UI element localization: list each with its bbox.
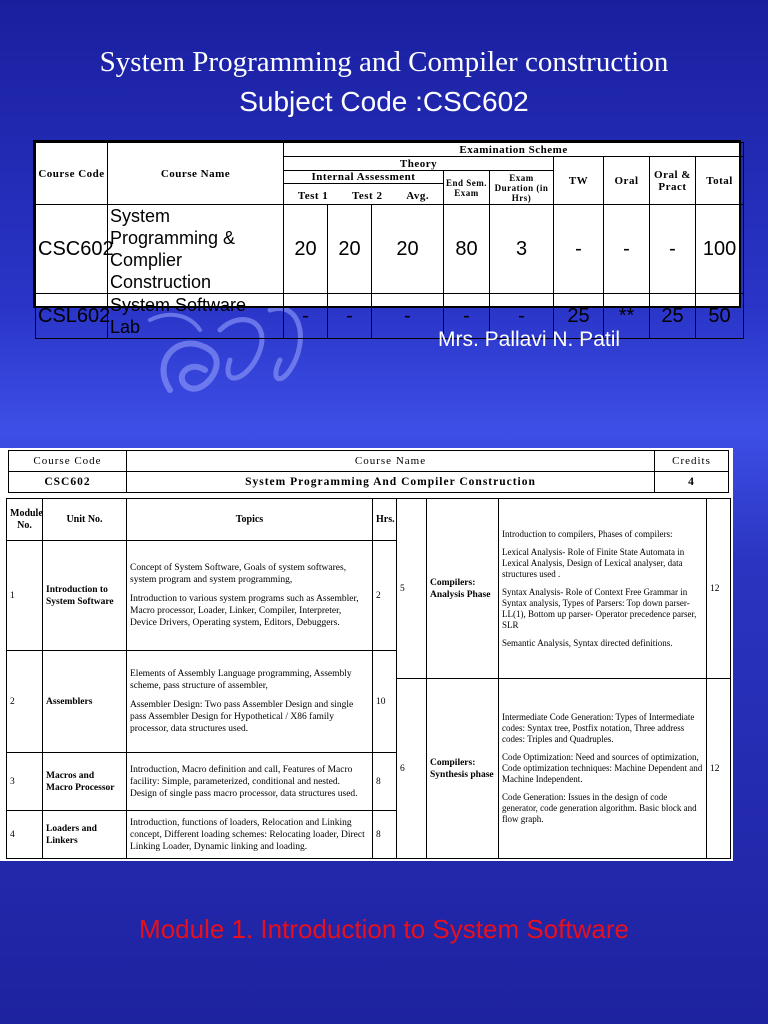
course-name-value: System Programming And Compiler Construction xyxy=(127,472,655,493)
topics-cell: Intermediate Code Generation: Types of Intermediate codes: Syntax tree, Postfix notation, Three address codes: Triples and Quadruples. Code Optimization: Need and sources of optimization, Code optimization techniques: Machine Dependent and Machine Independent. Code Generation: Issues in the design of code generator, code generation algorithm. Basic block and flow graph. xyxy=(499,679,707,859)
oral-cell: - xyxy=(604,205,650,294)
module-no: 4 xyxy=(7,811,43,859)
examination-scheme-table xyxy=(33,140,741,337)
hrs-value: 12 xyxy=(707,679,731,859)
table-row xyxy=(397,679,731,859)
test1-cell: - xyxy=(284,294,328,339)
table-row xyxy=(7,753,397,811)
total-cell: 50 xyxy=(696,294,744,339)
syllabus-header xyxy=(8,450,729,493)
oral-pract-cell: - xyxy=(650,205,696,294)
syllabus-left-table xyxy=(6,498,397,859)
header-test2: Test 2 xyxy=(352,190,383,202)
topics-cell: Concept of System Software, Goals of system softwares, system program and system programming, Introduction to various system programs such as Assembler, Macro processor, Loader, Linker, Compiler, Interpreter, Device Drivers, Operating system, Editors, Debuggers. xyxy=(127,541,373,651)
table-row xyxy=(36,294,744,339)
duration-cell: 3 xyxy=(490,205,554,294)
oral-pract-cell: 25 xyxy=(650,294,696,339)
header-examination-scheme: Examination Scheme xyxy=(284,143,744,157)
unit-no-header: Unit No. xyxy=(43,499,127,541)
header-course-code: Course Code xyxy=(36,143,108,205)
test2-cell: 20 xyxy=(328,205,372,294)
credits-value: 4 xyxy=(655,472,729,493)
duration-cell: - xyxy=(490,294,554,339)
total-cell: 100 xyxy=(696,205,744,294)
hrs-value: 8 xyxy=(373,811,397,859)
header-theory: Theory xyxy=(284,157,554,171)
unit-name: Introduction to System Software xyxy=(43,541,127,651)
unit-name: Compilers: Analysis Phase xyxy=(427,499,499,679)
course-name-cell: System Programming & Complier Construction xyxy=(108,205,284,294)
header-course-name: Course Name xyxy=(108,143,284,205)
avg-cell: 20 xyxy=(372,205,444,294)
author-name: Mrs. Pallavi N. Patil xyxy=(438,328,621,351)
module-no: 1 xyxy=(7,541,43,651)
hrs-value: 8 xyxy=(373,753,397,811)
table-row xyxy=(36,205,744,294)
tw-cell: - xyxy=(554,205,604,294)
tw-cell: 25 xyxy=(554,294,604,339)
header-oral: Oral xyxy=(604,157,650,205)
topics-header: Topics xyxy=(127,499,373,541)
topics-cell: Elements of Assembly Language programming, Assembly scheme, pass structure of assembler, Assembler Design: Two pass Assembler Design and single pass Assembler Design for Hypothetical / X86 family processor, data structures used. xyxy=(127,651,373,753)
module-no-header: Module No. xyxy=(7,499,43,541)
course-code-value: CSC602 xyxy=(9,472,127,493)
hrs-value: 10 xyxy=(373,651,397,753)
course-code-label: Course Code xyxy=(9,451,127,472)
topics-cell: Introduction, functions of loaders, Relocation and Linking concept, Different loading schemes: Relocating loader, Direct Linking Loader, Dynamic linking and loading. xyxy=(127,811,373,859)
hrs-value: 2 xyxy=(373,541,397,651)
module-no: 3 xyxy=(7,753,43,811)
header-avg: Avg. xyxy=(406,190,430,202)
end-sem-cell: 80 xyxy=(444,205,490,294)
end-sem-cell: - xyxy=(444,294,490,339)
unit-name: Compilers: Synthesis phase xyxy=(427,679,499,859)
syllabus-right-table xyxy=(396,498,731,859)
table-row xyxy=(397,499,731,679)
header-exam-duration: Exam Duration (in Hrs) xyxy=(490,171,554,205)
header-test1: Test 1 xyxy=(297,190,329,202)
header-tw: TW xyxy=(554,157,604,205)
module-no: 2 xyxy=(7,651,43,753)
unit-name: Loaders and Linkers xyxy=(43,811,127,859)
slide-title: System Programming and Compiler construction xyxy=(99,46,669,78)
hrs-header: Hrs. xyxy=(373,499,397,541)
header-oral-pract: Oral & Pract xyxy=(650,157,696,205)
subject-code: Subject Code :CSC602 xyxy=(239,86,529,117)
module-heading: Module 1. Introduction to System Software xyxy=(139,914,629,944)
header-end-sem: End Sem. Exam xyxy=(444,171,490,205)
oral-cell: ** xyxy=(604,294,650,339)
header-internal-assessment: Internal Assessment Test 1 Test 2 Avg. xyxy=(284,171,444,205)
unit-name: Macros and Macro Processor xyxy=(43,753,127,811)
table-row xyxy=(7,811,397,859)
table-row xyxy=(7,651,397,753)
course-name-cell: System Software Lab xyxy=(108,294,284,339)
test1-cell: 20 xyxy=(284,205,328,294)
syllabus-table xyxy=(0,448,733,861)
course-code-cell: CSL602 xyxy=(36,294,108,339)
topics-cell: Introduction to compilers, Phases of compilers: Lexical Analysis- Role of Finite State Automata in Lexical Analysis, Design of Lexical analyser, data structures used . Syntax Analysis- Role of Context Free Grammar in Syntax analysis, Types of Parsers: Top down parser- LL(1), Bottom up parser- Operator precedence parser, SLR Semantic Analysis, Syntax directed definitions. xyxy=(499,499,707,679)
module-no: 5 xyxy=(397,499,427,679)
avg-cell: - xyxy=(372,294,444,339)
course-code-cell: CSC602 xyxy=(36,205,108,294)
hrs-value: 12 xyxy=(707,499,731,679)
credits-label: Credits xyxy=(655,451,729,472)
test2-cell: - xyxy=(328,294,372,339)
course-name-label: Course Name xyxy=(127,451,655,472)
topics-cell: Introduction, Macro definition and call, Features of Macro facility: Simple, parameterized, conditional and nested. Design of single pass macro processor, data structures used. xyxy=(127,753,373,811)
header-total: Total xyxy=(696,157,744,205)
module-no: 6 xyxy=(397,679,427,859)
table-row xyxy=(7,541,397,651)
unit-name: Assemblers xyxy=(43,651,127,753)
